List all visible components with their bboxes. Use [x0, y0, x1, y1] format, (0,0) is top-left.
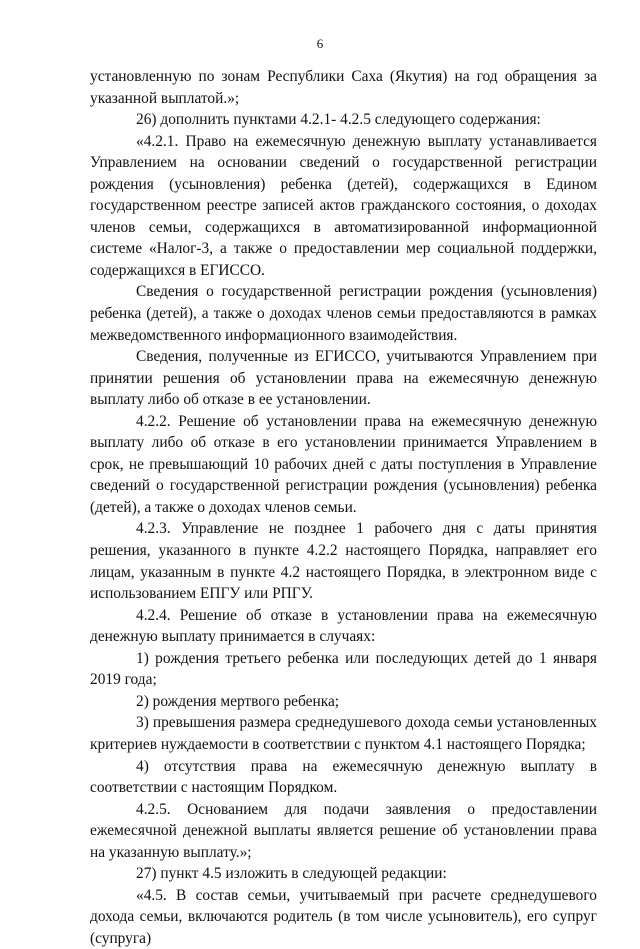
paragraph-item-27: 27) пункт 4.5 изложить в следующей редакции: — [136, 865, 447, 883]
list-item-2: 2) рождения мертвого ребенка; — [136, 692, 340, 710]
document-body — [90, 66, 597, 949]
paragraph-4-5: «4.5. В состав семьи, учитываемый при расчете среднедушевого дохода семьи, включаются родитель (в том числе усыновитель), его супруг (супруга) — [90, 886, 597, 947]
list-item-4: 4) отсутствия права на ежемесячную денежную выплату в соответствии с настоящим Порядком. — [90, 757, 597, 797]
list-item-3: 3) превышения размера среднедушевого дохода семьи установленных критериев нуждаемости в соответствии с пунктом 4.1 настоящего Порядка; — [90, 714, 597, 753]
page-number: 6 — [316, 36, 324, 51]
paragraph-4-2-1: «4.2.1. Право на ежемесячную денежную выплату устанавливается Управлением на основании сведений о государственной регистрации рождения (усыновления) ребенка (детей), содержащихся в Едином государственном реестре записей актов гражданского состояния, о доходах членов семьи, содержащихся в автоматизированной информационной системе «Налог-3, а также о предоставлении мер социальной поддержки, содержащихся в ЕГИССО. — [90, 132, 597, 279]
paragraph-continuation: установленную по зонам Республики Саха (Якутия) на год обращения за указанной выплатой.»; — [90, 68, 597, 107]
paragraph-4-2-4: 4.2.4. Решение об отказе в установлении права на ежемесячную денежную выплату принимается в случаях: — [90, 606, 597, 646]
paragraph-registration-info: Сведения о государственной регистрации рождения (усыновления) ребенка (детей), а также о доходах членов семьи предоставляются в рамках межведомственного информационного взаимодействия. — [90, 283, 597, 344]
paragraph-egisso-info: Сведения, полученные из ЕГИССО, учитываются Управлением при принятии решения об установлении права на ежемесячную денежную выплату либо об отказе в ее установлении. — [90, 348, 597, 409]
paragraph-4-2-3: 4.2.3. Управление не позднее 1 рабочего дня с даты принятия решения, указанного в пункте 4.2.2 настоящего Порядка, направляет его лицам, указанным в пункте 4.2 настоящего Порядка, в электронном виде с использованием ЕПГУ или РПГУ. — [90, 520, 597, 603]
paragraph-4-2-5: 4.2.5. Основанием для подачи заявления о предоставлении ежемесячной денежной выплаты является решение об установлении права на указанную выплату.»; — [90, 800, 597, 861]
paragraph-item-26: 26) дополнить пунктами 4.2.1- 4.2.5 следующего содержания: — [136, 111, 541, 129]
paragraph-4-2-2: 4.2.2. Решение об установлении права на ежемесячную денежную выплату либо об отказе в его установлении принимается Управлением в срок, не превышающий 10 рабочих дней с даты поступления в Управление сведений о государственной регистрации рождения (усыновления) ребенка (детей), а также о доходах членов семьи. — [90, 412, 597, 516]
list-item-1: 1) рождения третьего ребенка или последующих детей до 1 января 2019 года; — [90, 649, 597, 689]
